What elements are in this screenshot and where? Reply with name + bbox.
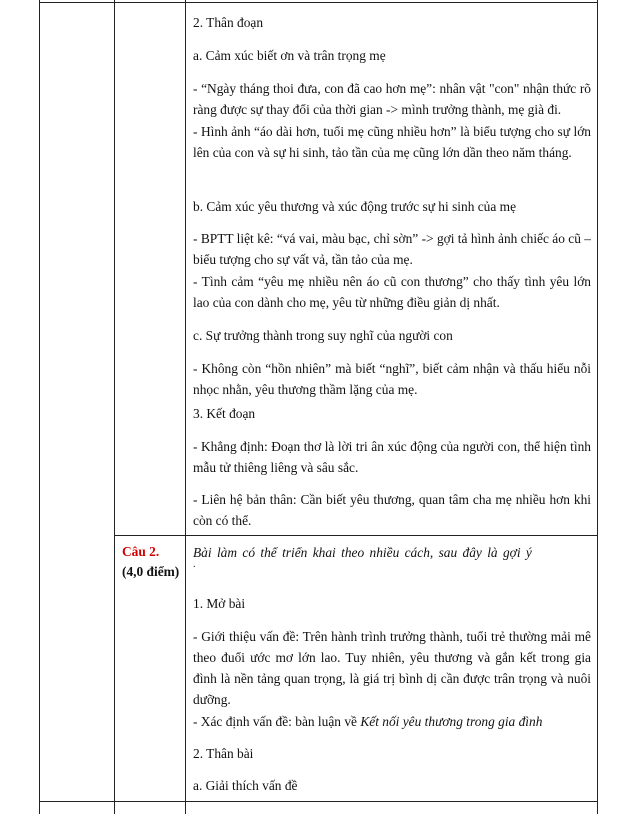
bullet-paragraph bbox=[193, 711, 591, 732]
question-points: (4,0 điểm) bbox=[122, 564, 180, 579]
bullet-text: - Xác định vấn đề: bàn luận về bbox=[193, 714, 361, 729]
bullet-paragraph: - Tình cảm “yêu mẹ nhiều nên áo cũ con thương” cho thấy tình yêu lớn lao của con dành cho mẹ, yêu từ những điều giản dị nhất. bbox=[193, 274, 591, 310]
row-separator bbox=[114, 535, 598, 536]
subsection-heading: a. Cảm xúc biết ơn và trân trọng mẹ bbox=[193, 48, 386, 63]
section-heading: 1. Mở bài bbox=[193, 596, 246, 611]
bullet-paragraph: - “Ngày tháng thoi đưa, con đã cao hơn mẹ”: nhân vật "con" nhận thức rõ ràng được sự thay đổi của thời gian -> mình trưởng thành, mẹ già đi. bbox=[193, 81, 591, 117]
bullet-paragraph: - Liên hệ bản thân: Cần biết yêu thương, quan tâm cha mẹ nhiều hơn khi còn có thể. bbox=[193, 492, 591, 528]
bullet-paragraph: - Khẳng định: Đoạn thơ là lời tri ân xúc động của người con, thể hiện tình mẫu tử thiêng liêng và sâu sắc. bbox=[193, 439, 591, 475]
bullet-paragraph: - BPTT liệt kê: “vá vai, màu bạc, chỉ sờn” -> gợi tả hình ảnh chiếc áo cũ – biểu tượng cho sự vất vả, tần tảo của mẹ. bbox=[193, 231, 591, 267]
topic-italic: Kết nối yêu thương trong gia đình bbox=[360, 714, 543, 729]
section-heading: 2. Thân bài bbox=[193, 746, 254, 761]
section-heading: 2. Thân đoạn bbox=[193, 15, 264, 30]
question-label: Câu 2. bbox=[122, 544, 160, 559]
subsection-heading: c. Sự trưởng thành trong suy nghĩ của người con bbox=[193, 328, 453, 343]
question-intro-tail: . bbox=[193, 559, 196, 570]
table-border-col1 bbox=[114, 0, 115, 814]
table-border-left bbox=[39, 0, 40, 814]
bullet-paragraph: - Hình ảnh “áo dài hơn, tuổi mẹ cũng nhiều hơn” là biểu tượng cho sự lớn lên của con và sự hi sinh, tảo tần của mẹ cũng lớn dần theo năm tháng. bbox=[193, 124, 591, 160]
table-border-right bbox=[597, 0, 598, 814]
bullet-paragraph: - Không còn “hồn nhiên” mà biết “nghĩ”, biết cảm nhận và thấu hiểu nỗi nhọc nhằn, yêu thương thầm lặng của mẹ. bbox=[193, 361, 591, 397]
subsection-heading: a. Giải thích vấn đề bbox=[193, 778, 298, 793]
table-border-bottom bbox=[39, 801, 598, 802]
table-border-col2 bbox=[185, 0, 186, 814]
subsection-heading: b. Cảm xúc yêu thương và xúc động trước sự hi sinh của mẹ bbox=[193, 199, 517, 214]
section-heading: 3. Kết đoạn bbox=[193, 406, 256, 421]
question-intro-text: Bài làm có thể triển khai theo nhiều cách, sau đây là gợi ý bbox=[193, 545, 532, 560]
bullet-paragraph: - Giới thiệu vấn đề: Trên hành trình trưởng thành, tuổi trẻ thường mải mê theo đuổi ước mơ lớn lao. Tuy nhiên, yêu thương và gắn kết trong gia đình là nền tảng quan trọng, là giá trị bình dị cần được trân trọng và nuôi dưỡng. bbox=[193, 629, 591, 707]
table-border-top bbox=[39, 2, 598, 3]
